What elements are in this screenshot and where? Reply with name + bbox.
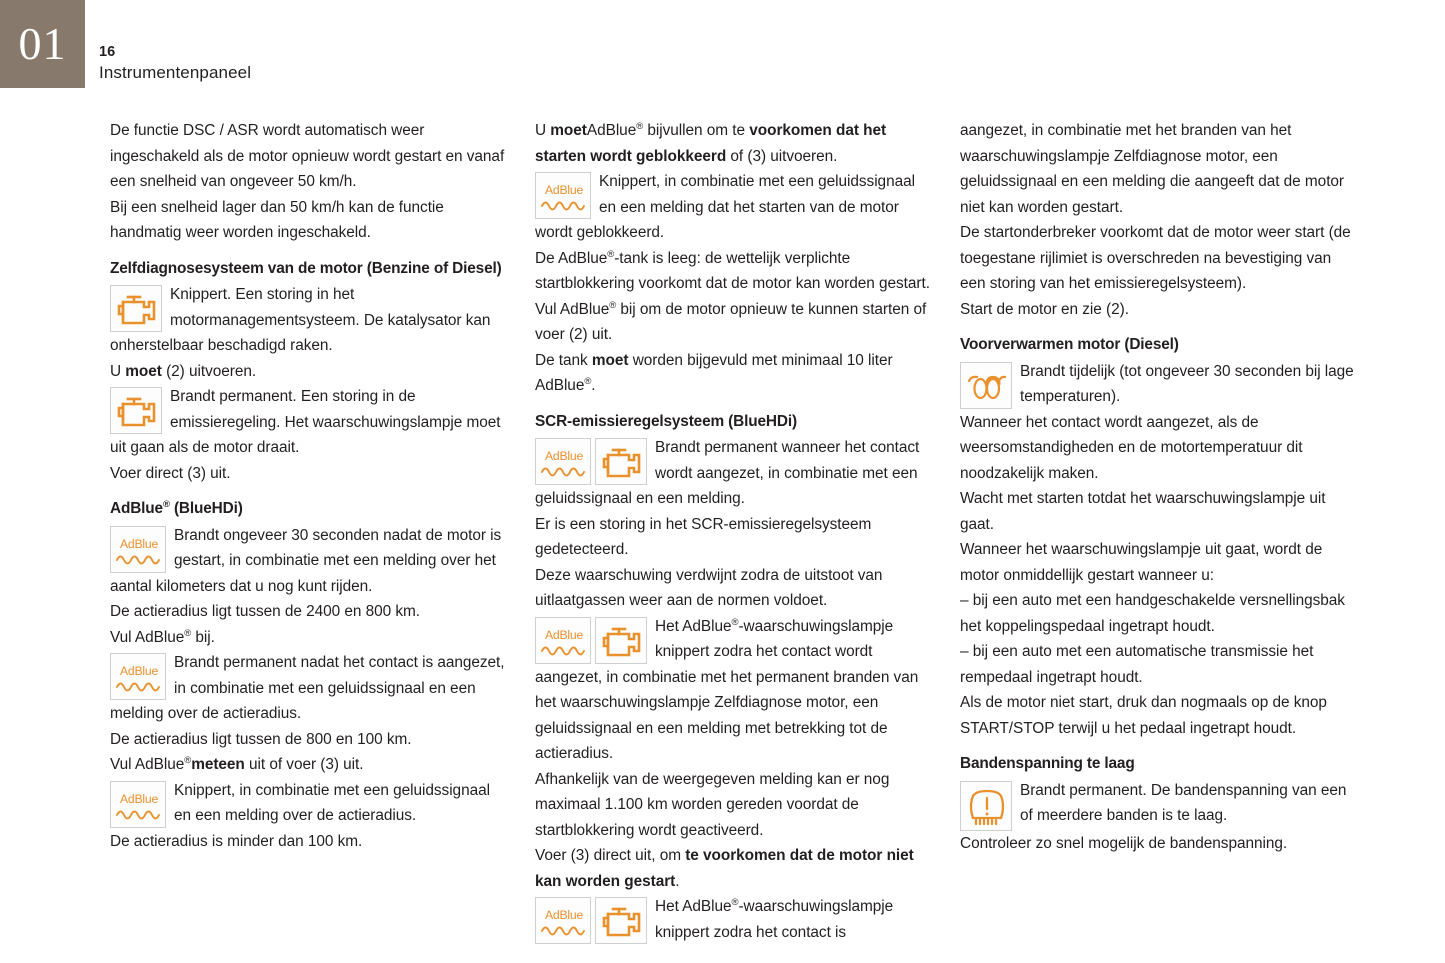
body-paragraph: aangezet, in combinatie met het branden van het waarschuwingslampje Zelfdiagnose motor, een geluidssignaal en een melding die aangeeft dat de motor niet kan worden gestart. <box>960 122 1345 216</box>
body-paragraph: – bij een auto met een handgeschakelde versnellingsbak het koppelingspedaal ingetrapt houdt. <box>960 592 1345 635</box>
svg-text:AdBlue: AdBlue <box>119 536 159 551</box>
subsection-heading: Bandenspanning te laag <box>960 755 1135 772</box>
body-paragraph: De AdBlue®-tank is leeg: de wettelijk verplichte startblokkering voorkomt dat de motor kan worden gestart. <box>535 248 930 292</box>
tell-tale-block <box>535 614 933 767</box>
section-title: Instrumentenpaneel <box>99 62 252 82</box>
body-paragraph: De actieradius ligt tussen de 800 en 100 km. <box>110 730 412 748</box>
svg-text:AdBlue: AdBlue <box>544 449 584 463</box>
body-paragraph: Controleer zo snel mogelijk de bandenspanning. <box>960 834 1288 852</box>
tell-tale-description: Brandt ongeveer 30 seconden nadat de motor is gestart, in combinatie met een melding over het aantal kilometers dat u nog kunt rijden. <box>110 526 502 595</box>
tell-tale-icon-group <box>110 285 162 332</box>
tell-tale-block <box>960 778 1358 831</box>
tell-tale-icon-group <box>110 387 162 434</box>
page-header <box>99 44 251 83</box>
tire-pressure-icon <box>960 781 1012 831</box>
tell-tale-block <box>110 282 508 359</box>
body-paragraph: Vul AdBlue® bij om de motor opnieuw te kunnen starten of voer (2) uit. <box>535 299 927 343</box>
tell-tale-description: Het AdBlue®-waarschuwingslampje knippert zodra het contact is <box>655 896 894 941</box>
tell-tale-block <box>960 359 1358 410</box>
tell-tale-block <box>110 523 508 600</box>
body-paragraph: Bij een snelheid lager dan 50 km/h kan de functie handmatig weer worden ingeschakeld. <box>110 198 444 241</box>
body-paragraph: Er is een storing in het SCR-emissieregelsysteem gedetecteerd. <box>535 515 872 558</box>
svg-text:AdBlue: AdBlue <box>544 908 584 922</box>
tell-tale-description: Het AdBlue®-waarschuwingslampje knippert zodra het contact wordt aangezet, in combinatie met het permanent branden van het waarschuwingslampje Zelfdiagnose motor, een geluidssignaal en een melding met betrekking tot de actieradius. <box>535 616 919 762</box>
tell-tale-description: Brandt tijdelijk (tot ongeveer 30 seconden bij lage temperaturen). <box>1020 362 1354 405</box>
body-paragraph: Wacht met starten totdat het waarschuwingslampje uit gaat. <box>960 490 1326 533</box>
tell-tale-description: Brandt permanent wanneer het contact wordt aangezet, in combinatie met een geluidssignaal en een melding. <box>535 439 920 507</box>
adblue-icon <box>535 617 591 664</box>
tell-tale-block <box>110 384 508 461</box>
body-paragraph: Vul AdBlue®meteen uit of voer (3) uit. <box>110 754 364 773</box>
svg-text:AdBlue: AdBlue <box>544 183 584 197</box>
tell-tale-block <box>110 778 508 829</box>
tell-tale-block <box>535 894 933 945</box>
body-paragraph: Voer direct (3) uit. <box>110 464 231 482</box>
tell-tale-description: Knippert, in combinatie met een geluidssignaal en een melding over de actieradius. <box>174 781 490 824</box>
body-paragraph: Wanneer het waarschuwingslampje uit gaat, wordt de motor onmiddellijk gestart wanneer u: <box>960 541 1323 584</box>
subsection-heading: SCR-emissieregelsysteem (BlueHDi) <box>535 412 797 430</box>
tell-tale-icon-group <box>960 781 1012 831</box>
body-paragraph: Wanneer het contact wordt aangezet, als de weersomstandigheden en de motortemperatuur dit noodzakelijk maken. <box>960 413 1303 482</box>
tell-tale-block <box>535 435 933 512</box>
subsection-heading: Zelfdiagnosesysteem van de motor (Benzine of Diesel) <box>110 259 502 277</box>
engine-warning-icon <box>110 387 162 434</box>
body-paragraph: – bij een auto met een automatische transmissie het rempedaal ingetrapt houdt. <box>960 643 1314 686</box>
text-column-2 <box>535 118 933 945</box>
adblue-icon <box>535 897 591 944</box>
subsection-heading: AdBlue® (BlueHDi) <box>110 498 243 517</box>
tell-tale-description: Brandt permanent. Een storing in de emissieregeling. Het waarschuwingslampje moet uit gaan als de motor draait. <box>110 388 501 456</box>
engine-warning-icon <box>595 438 647 485</box>
body-paragraph: Deze waarschuwing verdwijnt zodra de uitstoot van uitlaatgassen weer aan de normen voldoet. <box>535 566 883 609</box>
engine-warning-icon <box>110 285 162 332</box>
tell-tale-icon-group <box>535 897 647 944</box>
body-paragraph: De actieradius ligt tussen de 2400 en 800 km. <box>110 603 421 620</box>
adblue-icon <box>535 438 591 485</box>
svg-text:AdBlue: AdBlue <box>119 664 159 678</box>
adblue-icon <box>535 172 591 219</box>
svg-text:AdBlue: AdBlue <box>544 627 584 642</box>
body-paragraph: Start de motor en zie (2). <box>960 300 1129 318</box>
content-columns <box>0 118 1445 948</box>
engine-warning-icon <box>595 617 647 664</box>
body-paragraph: De tank moet worden bijgevuld met minimaal 10 liter AdBlue®. <box>535 351 893 394</box>
body-paragraph: De startonderbreker voorkomt dat de motor weer start (de toegestane rijlimiet is overschreden na bevestiging van een storing van het emissieregelsysteem). <box>960 224 1351 292</box>
tell-tale-description: Brandt permanent nadat het contact is aangezet, in combinatie met een geluidssignaal en een melding over de actieradius. <box>110 654 505 722</box>
tell-tale-icon-group <box>110 781 166 828</box>
text-column-3 <box>960 118 1358 856</box>
tell-tale-icon-group <box>535 172 591 219</box>
engine-warning-icon <box>595 897 647 944</box>
body-paragraph: De actieradius is minder dan 100 km. <box>110 832 363 850</box>
body-paragraph: Voer (3) direct uit, om te voorkomen dat de motor niet kan worden gestart. <box>535 847 914 890</box>
tell-tale-description: Knippert, in combinatie met een geluidssignaal en een melding dat het starten van de motor wordt geblokkeerd. <box>535 173 915 241</box>
body-paragraph: U moetAdBlue® bijvullen om te voorkomen dat het starten wordt geblokkeerd of (3) uitvoeren. <box>535 120 887 165</box>
chapter-number-box: 01 <box>0 0 85 88</box>
body-paragraph: Als de motor niet start, druk dan nogmaals op de knop START/STOP terwijl u het pedaal ingetrapt houdt. <box>960 694 1327 737</box>
tell-tale-icon-group <box>535 617 647 664</box>
body-paragraph: Vul AdBlue® bij. <box>110 627 215 646</box>
body-paragraph: Afhankelijk van de weergegeven melding kan er nog maximaal 1.100 km worden gereden voordat de startblokkering wordt geactiveerd. <box>535 770 890 839</box>
page-number: 16 <box>99 44 116 60</box>
engine-preheat-icon <box>960 362 1012 409</box>
subsection-heading: Voorverwarmen motor (Diesel) <box>960 336 1179 353</box>
tell-tale-icon-group <box>110 526 166 573</box>
adblue-icon <box>110 653 166 700</box>
tell-tale-icon-group <box>535 438 647 485</box>
svg-text:AdBlue: AdBlue <box>119 791 159 806</box>
tell-tale-block <box>535 169 933 246</box>
tell-tale-icon-group <box>110 653 166 700</box>
body-paragraph: De functie DSC / ASR wordt automatisch weer ingeschakeld als de motor opnieuw wordt gestart en vanaf een snelheid van ongeveer 50 km/h. <box>110 122 505 190</box>
text-column-1 <box>110 118 508 854</box>
adblue-icon <box>110 526 166 573</box>
tell-tale-description: Brandt permanent. De bandenspanning van een of meerdere banden is te laag. <box>1020 781 1347 824</box>
adblue-icon <box>110 781 166 828</box>
tell-tale-icon-group <box>960 362 1012 409</box>
tell-tale-description: Knippert. Een storing in het motormanagementsysteem. De katalysator kan onherstelbaar beschadigd raken. <box>110 286 491 354</box>
tell-tale-block <box>110 650 508 727</box>
body-paragraph: U moet (2) uitvoeren. <box>110 362 257 380</box>
